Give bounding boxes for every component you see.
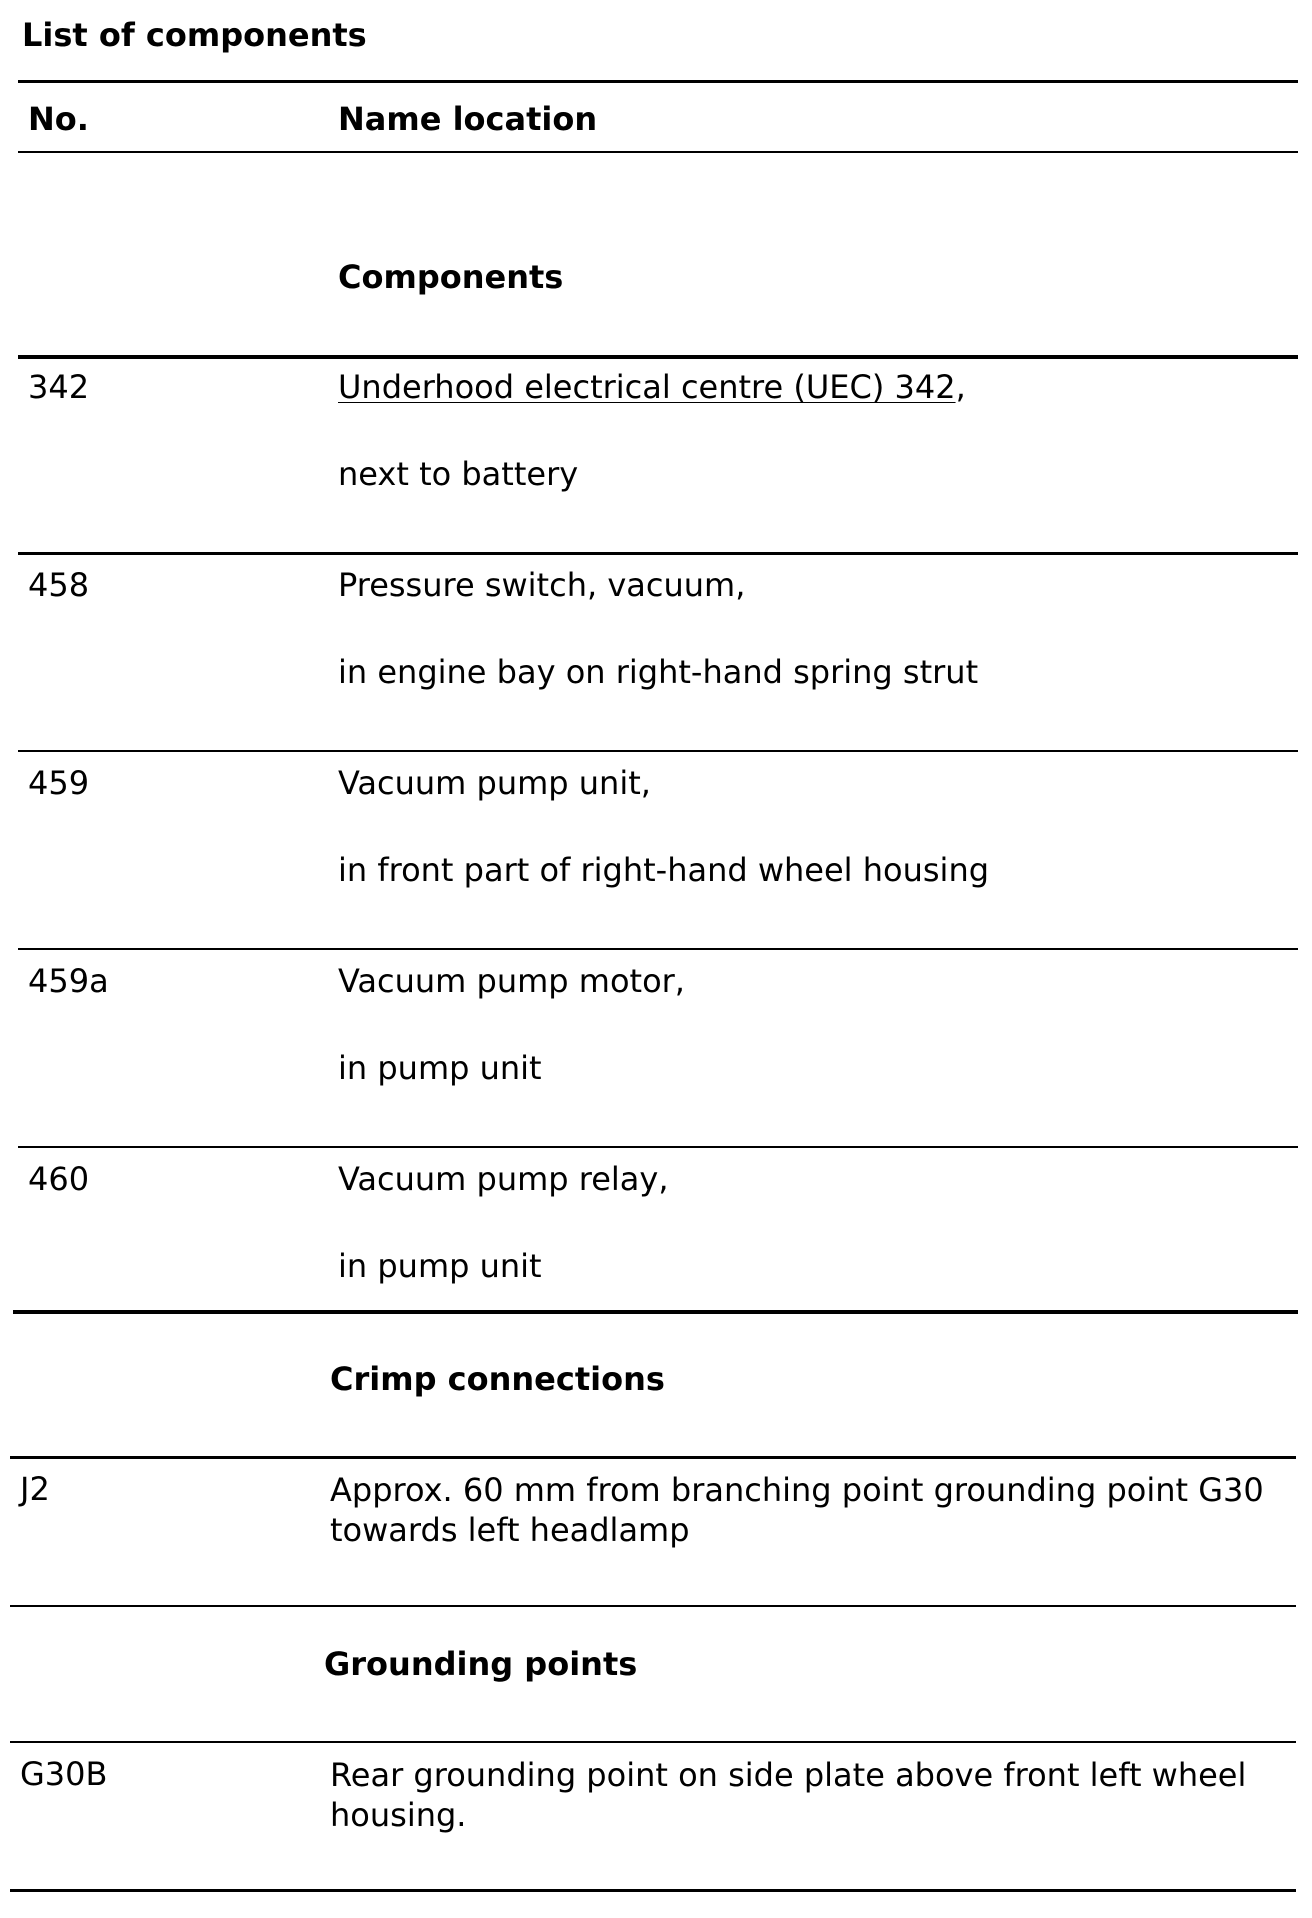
component-number: 459a bbox=[28, 962, 109, 1000]
row-divider bbox=[18, 1146, 1298, 1148]
component-name bbox=[338, 368, 966, 406]
component-name-suffix: , bbox=[955, 368, 966, 406]
section-heading-components: Components bbox=[338, 258, 564, 296]
header-top-rule bbox=[18, 80, 1298, 83]
component-number: 460 bbox=[28, 1160, 90, 1198]
page-title: List of components bbox=[22, 16, 367, 54]
row-divider bbox=[18, 750, 1298, 752]
row-divider bbox=[10, 1456, 1296, 1459]
row-divider bbox=[18, 552, 1298, 555]
row-divider bbox=[10, 1741, 1296, 1743]
row-divider bbox=[18, 355, 1298, 359]
row-divider bbox=[10, 1605, 1296, 1607]
column-header-no: No. bbox=[28, 100, 89, 138]
crimp-description: Approx. 60 mm from branching point grounding point G30 towards left headlamp bbox=[330, 1471, 1264, 1549]
table-bottom-rule bbox=[10, 1889, 1296, 1892]
component-location: next to battery bbox=[338, 455, 579, 493]
component-name: Pressure switch, vacuum, bbox=[338, 566, 746, 604]
header-bottom-rule bbox=[18, 151, 1298, 153]
component-location: in front part of right-hand wheel housing bbox=[338, 851, 990, 889]
section-heading-grounding-points: Grounding points bbox=[324, 1645, 638, 1683]
grounding-number: G30B bbox=[20, 1755, 108, 1793]
component-name: Vacuum pump motor, bbox=[338, 962, 685, 1000]
component-number: 342 bbox=[28, 368, 90, 406]
section-heading-crimp-connections: Crimp connections bbox=[330, 1360, 665, 1398]
component-location: in engine bay on right-hand spring strut bbox=[338, 653, 979, 691]
crimp-number: J2 bbox=[20, 1470, 50, 1508]
component-number: 459 bbox=[28, 764, 90, 802]
component-location: in pump unit bbox=[338, 1049, 542, 1087]
component-number: 458 bbox=[28, 566, 90, 604]
component-name: Vacuum pump unit, bbox=[338, 764, 651, 802]
component-name-link[interactable]: Underhood electrical centre (UEC) 342 bbox=[338, 368, 956, 406]
section-divider bbox=[13, 1310, 1298, 1314]
component-name: Vacuum pump relay, bbox=[338, 1160, 669, 1198]
grounding-description: Rear grounding point on side plate above front left wheel housing. bbox=[330, 1756, 1247, 1834]
row-divider bbox=[18, 948, 1298, 950]
component-location: in pump unit bbox=[338, 1247, 542, 1285]
column-header-name-location: Name location bbox=[338, 100, 598, 138]
